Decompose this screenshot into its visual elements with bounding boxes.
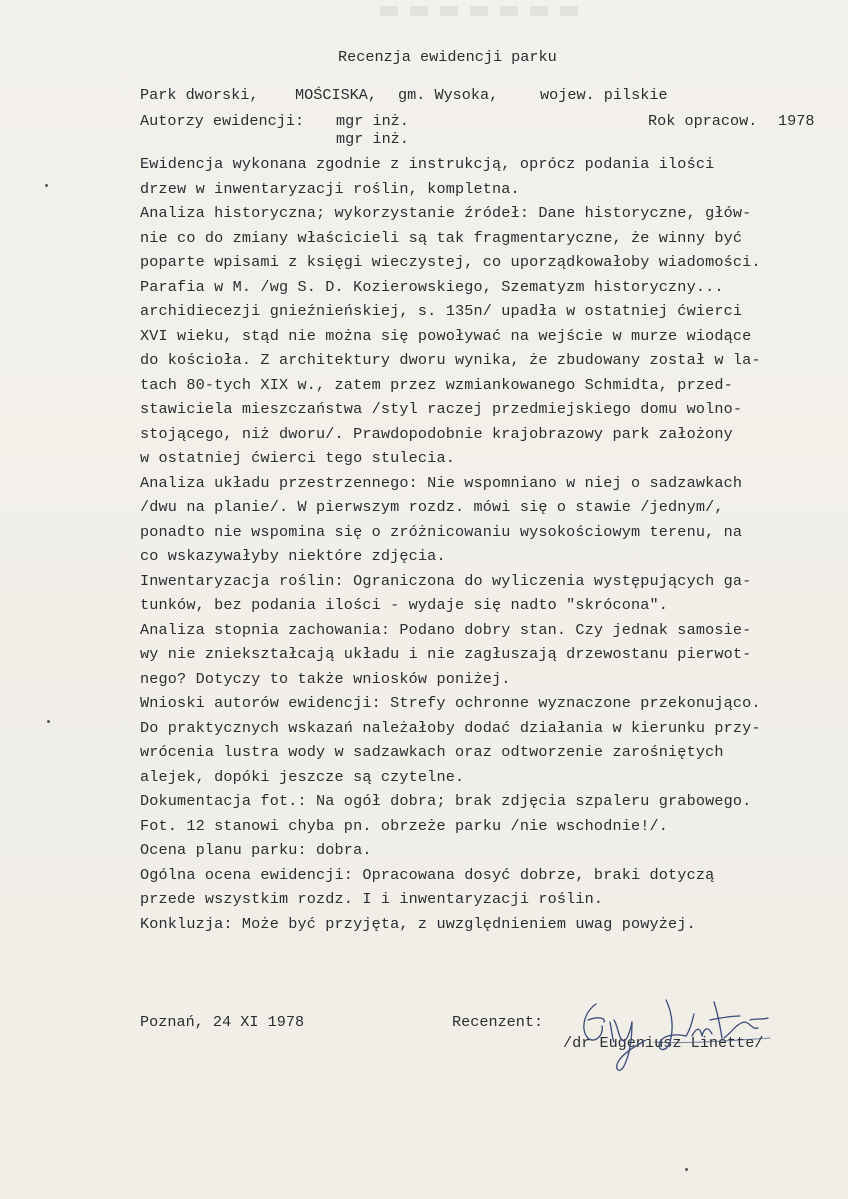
body-line: tach 80-tych XIX w., zatem przez wzmiankowanego Schmidta, przed- xyxy=(140,375,733,394)
margin-speck xyxy=(47,720,50,723)
faint-header-mark xyxy=(380,6,580,16)
body-line: Ewidencja wykonana zgodnie z instrukcją, oprócz podania ilości xyxy=(140,155,715,173)
body-line: stawiciela mieszczaństwa /styl raczej przedmiejskiego domu wolno- xyxy=(140,400,743,418)
bottom-speck xyxy=(685,1168,688,1171)
body-line: archidiecezji gnieźnieńskiej, s. 135n/ upadła w ostatniej ćwierci xyxy=(140,302,743,320)
body-line: Inwentaryzacja roślin: Ograniczona do wyliczenia występujących ga- xyxy=(140,571,752,590)
body-line: nego? Dotyczy to także wniosków poniżej. xyxy=(140,669,511,688)
body-line: tunków, bez podania ilości - wydaje się nadto "skrócona". xyxy=(140,596,669,614)
body-line: wrócenia lustra wody w sadzawkach oraz odtworzenie zarośniętych xyxy=(140,743,724,761)
body-line: wy nie zniekształcają układu i nie zagłuszają drzewostanu pierwot- xyxy=(140,645,752,663)
body-line: Fot. 12 stanowi chyba pn. obrzeże parku /nie wschodnie!/. xyxy=(140,816,669,835)
body-line: Analiza historyczna; wykorzystanie źródeł: Dane historyczne, głów- xyxy=(140,204,752,222)
body-line: /dwu na planie/. W pierwszym rozdz. mówi się o stawie /jednym/, xyxy=(140,498,724,516)
body-line: Ocena planu parku: dobra. xyxy=(140,841,372,859)
body-line: Do praktycznych wskazań należałoby dodać działania w kierunku przy- xyxy=(140,718,761,737)
body-line: stojącego, niż dworu/. Prawdopodobnie krajobrazowy park założony xyxy=(140,424,733,443)
review-body xyxy=(140,152,761,936)
document-title: Recenzja ewidencji parku xyxy=(338,48,557,66)
body-line: Analiza stopnia zachowania: Podano dobry stan. Czy jednak samosie- xyxy=(140,620,752,639)
body-line: Ogólna ocena ewidencji: Opracowana dosyć dobrze, braki dotyczą xyxy=(140,865,715,884)
body-line: do kościoła. Z architektury dworu wynika, że zbudowany został w la- xyxy=(140,351,761,369)
place-date: Poznań, 24 XI 1978 xyxy=(140,1013,305,1031)
authors-label: Autorzy ewidencji: xyxy=(140,112,305,130)
body-line: poparte wpisami z księgi wieczystej, co uporządkowałoby wiadomości. xyxy=(140,253,761,271)
body-line: Dokumentacja fot.: Na ogół dobra; brak zdjęcia szpaleru grabowego. xyxy=(140,792,752,810)
park-region: wojew. pilskie xyxy=(540,86,668,104)
body-line: Analiza układu przestrzennego: Nie wspomniano w niej o sadzawkach xyxy=(140,473,743,492)
body-line: ponadto nie wspomina się o zróżnicowaniu wysokościowym terenu, na xyxy=(140,522,743,541)
year-value: 1978 xyxy=(778,112,815,130)
park-type: Park dworski, xyxy=(140,86,259,104)
body-line: XVI wieku, stąd nie można się powoływać na wejście w murze wiodące xyxy=(140,326,752,345)
park-name: MOŚCISKA, xyxy=(295,86,378,104)
margin-speck xyxy=(45,184,48,187)
body-line: co wskazywałyby niektóre zdjęcia. xyxy=(140,547,446,565)
body-line: nie co do zmiany właścicieli są tak fragmentaryczne, że winny być xyxy=(140,228,743,247)
body-line: Wnioski autorów ewidencji: Strefy ochronne wyznaczone przekonująco. xyxy=(140,694,761,712)
body-line: w ostatniej ćwierci tego stulecia. xyxy=(140,449,455,467)
body-line: przede wszystkim rozdz. I i inwentaryzacji roślin. xyxy=(140,890,604,908)
reviewer-name: /dr Eugeniusz Linette/ xyxy=(563,1034,764,1052)
author-1: mgr inż. xyxy=(336,112,409,130)
body-line: alejek, dopóki jeszcze są czytelne. xyxy=(140,767,465,786)
park-gmina: gm. Wysoka, xyxy=(398,86,499,104)
author-2: mgr inż. xyxy=(336,130,409,148)
body-line: drzew w inwentaryzacji roślin, kompletna. xyxy=(140,179,520,198)
reviewer-label: Recenzent: xyxy=(452,1013,544,1031)
body-line: Parafia w M. /wg S. D. Kozierowskiego, Szematyzm historyczny... xyxy=(140,277,724,296)
year-label: Rok opracow. xyxy=(648,112,758,130)
handwritten-signature xyxy=(574,992,784,1082)
body-line: Konkluzja: Może być przyjęta, z uwzględnieniem uwag powyżej. xyxy=(140,914,696,933)
